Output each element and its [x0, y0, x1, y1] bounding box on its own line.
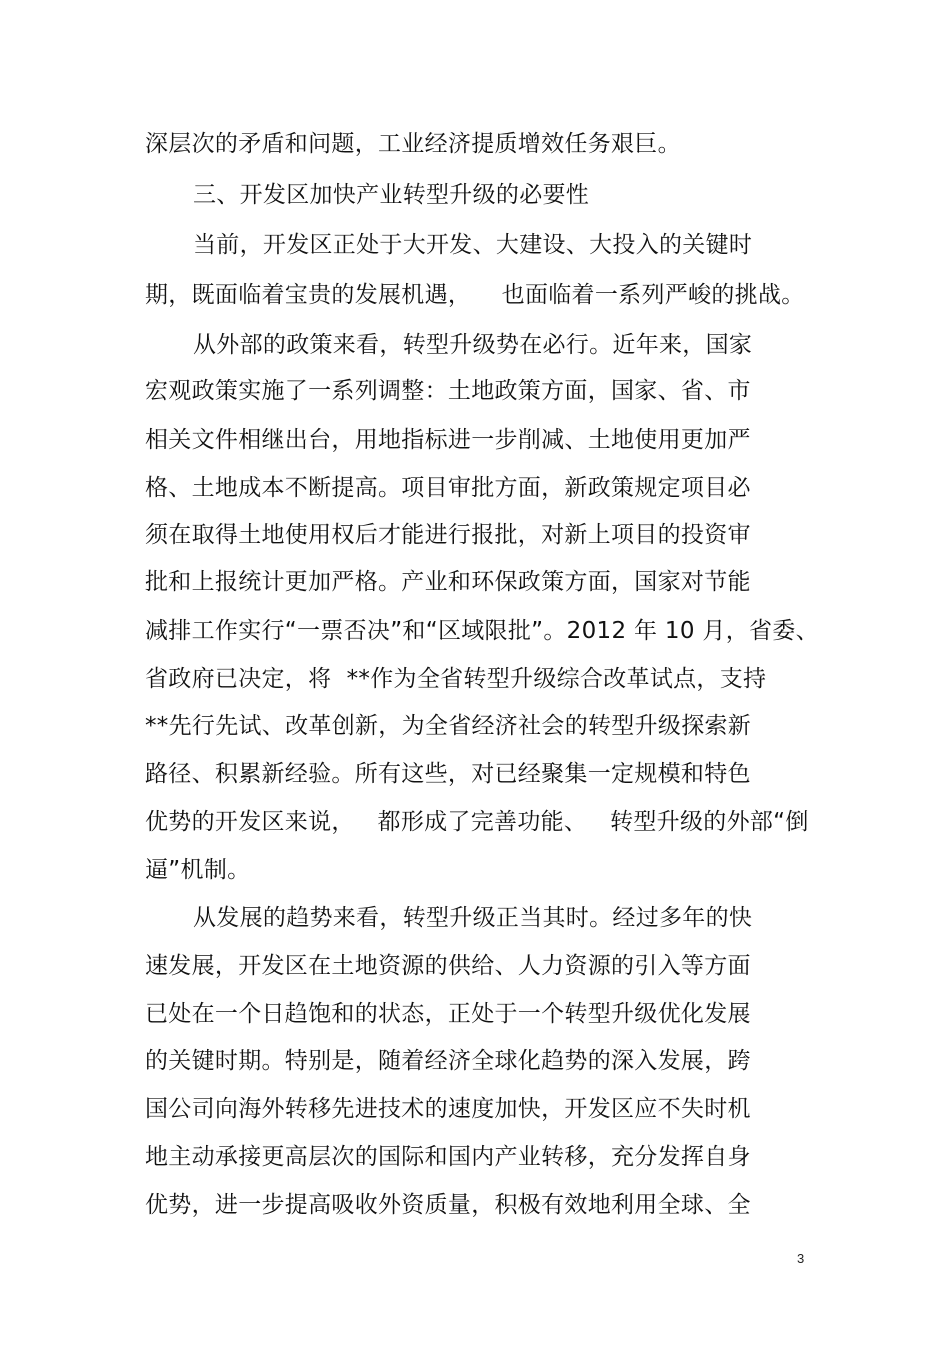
text-line: 的关键时期。特别是，随着经济全球化趋势的深入发展，跨 [145, 1048, 751, 1074]
text-line: 速发展，开发区在土地资源的供给、人力资源的引入等方面 [145, 953, 751, 979]
text-line: 格、土地成本不断提高。项目审批方面，新政策规定项目必 [145, 475, 751, 501]
text-line: 已处在一个日趋饱和的状态，正处于一个转型升级优化发展 [145, 1001, 751, 1027]
text-line: 减排工作实行“一票否决”和“区域限批”。2012 年 10 月，省委、 [145, 618, 819, 644]
text-line: 从发展的趋势来看，转型升级正当其时。经过多年的快 [193, 905, 753, 931]
text-line: 优势的开发区来说， 都形成了完善功能、 转型升级的外部“倒 [145, 809, 809, 835]
text-line: 须在取得土地使用权后才能进行报批，对新上项目的投资审 [145, 522, 751, 548]
page-number: 3 [797, 1251, 805, 1266]
text-line: 优势，进一步提高吸收外资质量，积极有效地利用全球、全 [145, 1192, 751, 1218]
text-line: 当前，开发区正处于大开发、大建设、大投入的关键时 [193, 232, 753, 258]
text-line: 路径、积累新经验。所有这些，对已经聚集一定规模和特色 [145, 761, 751, 787]
text-line: 从外部的政策来看，转型升级势在必行。近年来，国家 [193, 332, 753, 358]
text-line: 宏观政策实施了一系列调整：土地政策方面，国家、省、市 [145, 378, 751, 404]
text-line: 地主动承接更高层次的国际和国内产业转移，充分发挥自身 [145, 1144, 751, 1170]
text-line: 批和上报统计更加严格。产业和环保政策方面，国家对节能 [145, 569, 751, 595]
text-line: 国公司向海外转移先进技术的速度加快，开发区应不失时机 [145, 1096, 751, 1122]
text-line: 深层次的矛盾和问题，工业经济提质增效任务艰巨。 [145, 131, 681, 157]
text-line: **先行先试、改革创新，为全省经济社会的转型升级探索新 [145, 713, 752, 739]
section-heading: 三、开发区加快产业转型升级的必要性 [193, 182, 590, 208]
text-line: 逼”机制。 [145, 857, 251, 883]
text-line: 期，既面临着宝贵的发展机遇， 也面临着一系列严峻的挑战。 [145, 282, 805, 308]
text-line: 相关文件相继出台，用地指标进一步削减、土地使用更加严 [145, 427, 751, 453]
text-line: 省政府已决定，将 **作为全省转型升级综合改革试点，支持 [145, 666, 767, 692]
